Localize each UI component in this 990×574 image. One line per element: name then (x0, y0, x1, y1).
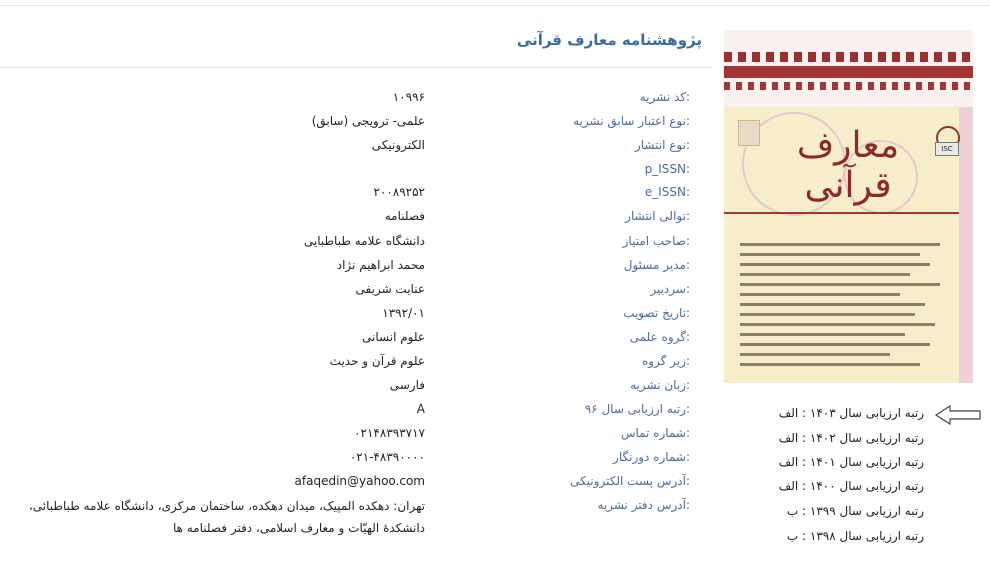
detail-label: صاحب امتیاز: (622, 234, 690, 248)
detail-value: عنایت شریفی (355, 282, 425, 296)
rank-item: رتبه ارزیابی سال ۱۴۰۳ : الف (778, 406, 924, 420)
detail-label: زیر گروه: (641, 354, 690, 368)
detail-label: نوع انتشار: (634, 138, 690, 152)
detail-value: A (416, 402, 425, 416)
cover-toc-line (740, 273, 910, 276)
cover-toc-line (740, 353, 890, 356)
detail-label: سردبیر: (650, 282, 690, 296)
rank-item: رتبه ارزیابی سال ۱۳۹۸ : ب (786, 529, 924, 543)
detail-label: زبان نشریه: (630, 378, 690, 392)
journal-cover-image (724, 30, 973, 383)
cover-toc-line (740, 333, 905, 336)
detail-label: توالی انتشار: (625, 209, 690, 223)
detail-value: محمد ابراهیم نژاد (336, 258, 425, 272)
detail-value: علمی- ترویجی (سابق) (311, 114, 425, 128)
email-link[interactable]: afaqedin@yahoo.com (294, 474, 425, 488)
detail-label: شماره تماس: (620, 426, 690, 440)
journal-title: پژوهشنامه معارف قرآنی (516, 31, 702, 49)
cover-toc-line (740, 363, 920, 366)
detail-value: فصلنامه (384, 209, 425, 223)
detail-label: نوع اعتبار سابق نشریه: (573, 114, 690, 128)
cover-toc-line (740, 253, 920, 256)
detail-label: رتبه ارزیابی سال ۹۶: (584, 402, 690, 416)
detail-value: ۱۳۹۲/۰۱ (382, 306, 425, 320)
title-divider (0, 67, 712, 68)
detail-label: آدرس پست الکترونیکی: (570, 474, 690, 488)
detail-label: گروه علمی: (629, 330, 690, 344)
cover-toc-line (740, 293, 900, 296)
cover-toc-line (740, 343, 930, 346)
rank-item: رتبه ارزیابی سال ۱۳۹۹ : ب (786, 504, 924, 518)
detail-value: دانشگاه علامه طباطبایی (303, 234, 425, 248)
cover-logo-left (738, 120, 760, 146)
detail-value: علوم انسانی (362, 330, 425, 344)
cover-isc-badge: ISC (935, 142, 959, 156)
rank-item: رتبه ارزیابی سال ۱۴۰۲ : الف (778, 431, 924, 445)
cover-toc-line (740, 243, 940, 246)
detail-value: الکترونیکی (371, 138, 425, 152)
detail-value: تهران: دهکده المپیک، میدان دهکده، ساختمان مرکزی، دانشگاه علامه طباطبائی، دانشکدهٔ الهیّات و معارف اسلامی، دفتر فصلنامه ها (28, 499, 425, 535)
detail-label: p_ISSN: (644, 162, 690, 176)
cover-divider (724, 212, 959, 214)
cover-ornament-band (724, 30, 973, 107)
detail-value: فارسی (389, 378, 425, 392)
cover-toc-line (740, 303, 925, 306)
detail-label: شماره دورنگار: (613, 450, 690, 464)
cover-name-art: معارف قرآنی (796, 125, 900, 206)
rank-item: رتبه ارزیابی سال ۱۴۰۰ : الف (778, 479, 924, 493)
detail-label: کد نشریه: (639, 90, 690, 104)
detail-label: آدرس دفتر نشریه: (597, 498, 690, 512)
detail-value: علوم قرآن و حدیث (329, 354, 425, 368)
detail-value: ۲۰۰۸۹۲۵۲ (373, 185, 425, 199)
cover-toc-line (740, 313, 915, 316)
detail-value: ۰۲۱-۴۸۳۹۰۰۰۰ (349, 450, 425, 464)
detail-label: تاریخ تصویب: (623, 306, 690, 320)
cover-toc-line (740, 323, 935, 326)
detail-label: مدیر مسئول: (623, 258, 690, 272)
detail-value: ۱۰۹۹۶ (392, 90, 425, 104)
cover-toc-line (740, 283, 940, 286)
left-arrow-icon (934, 405, 982, 425)
rank-item: رتبه ارزیابی سال ۱۴۰۱ : الف (778, 455, 924, 469)
cover-toc-line (740, 263, 930, 266)
cover-side-strip (959, 107, 973, 383)
detail-value: ۰۲۱۴۸۳۹۳۷۱۷ (354, 426, 425, 440)
detail-label: e_ISSN: (644, 185, 690, 199)
top-divider (0, 5, 990, 6)
